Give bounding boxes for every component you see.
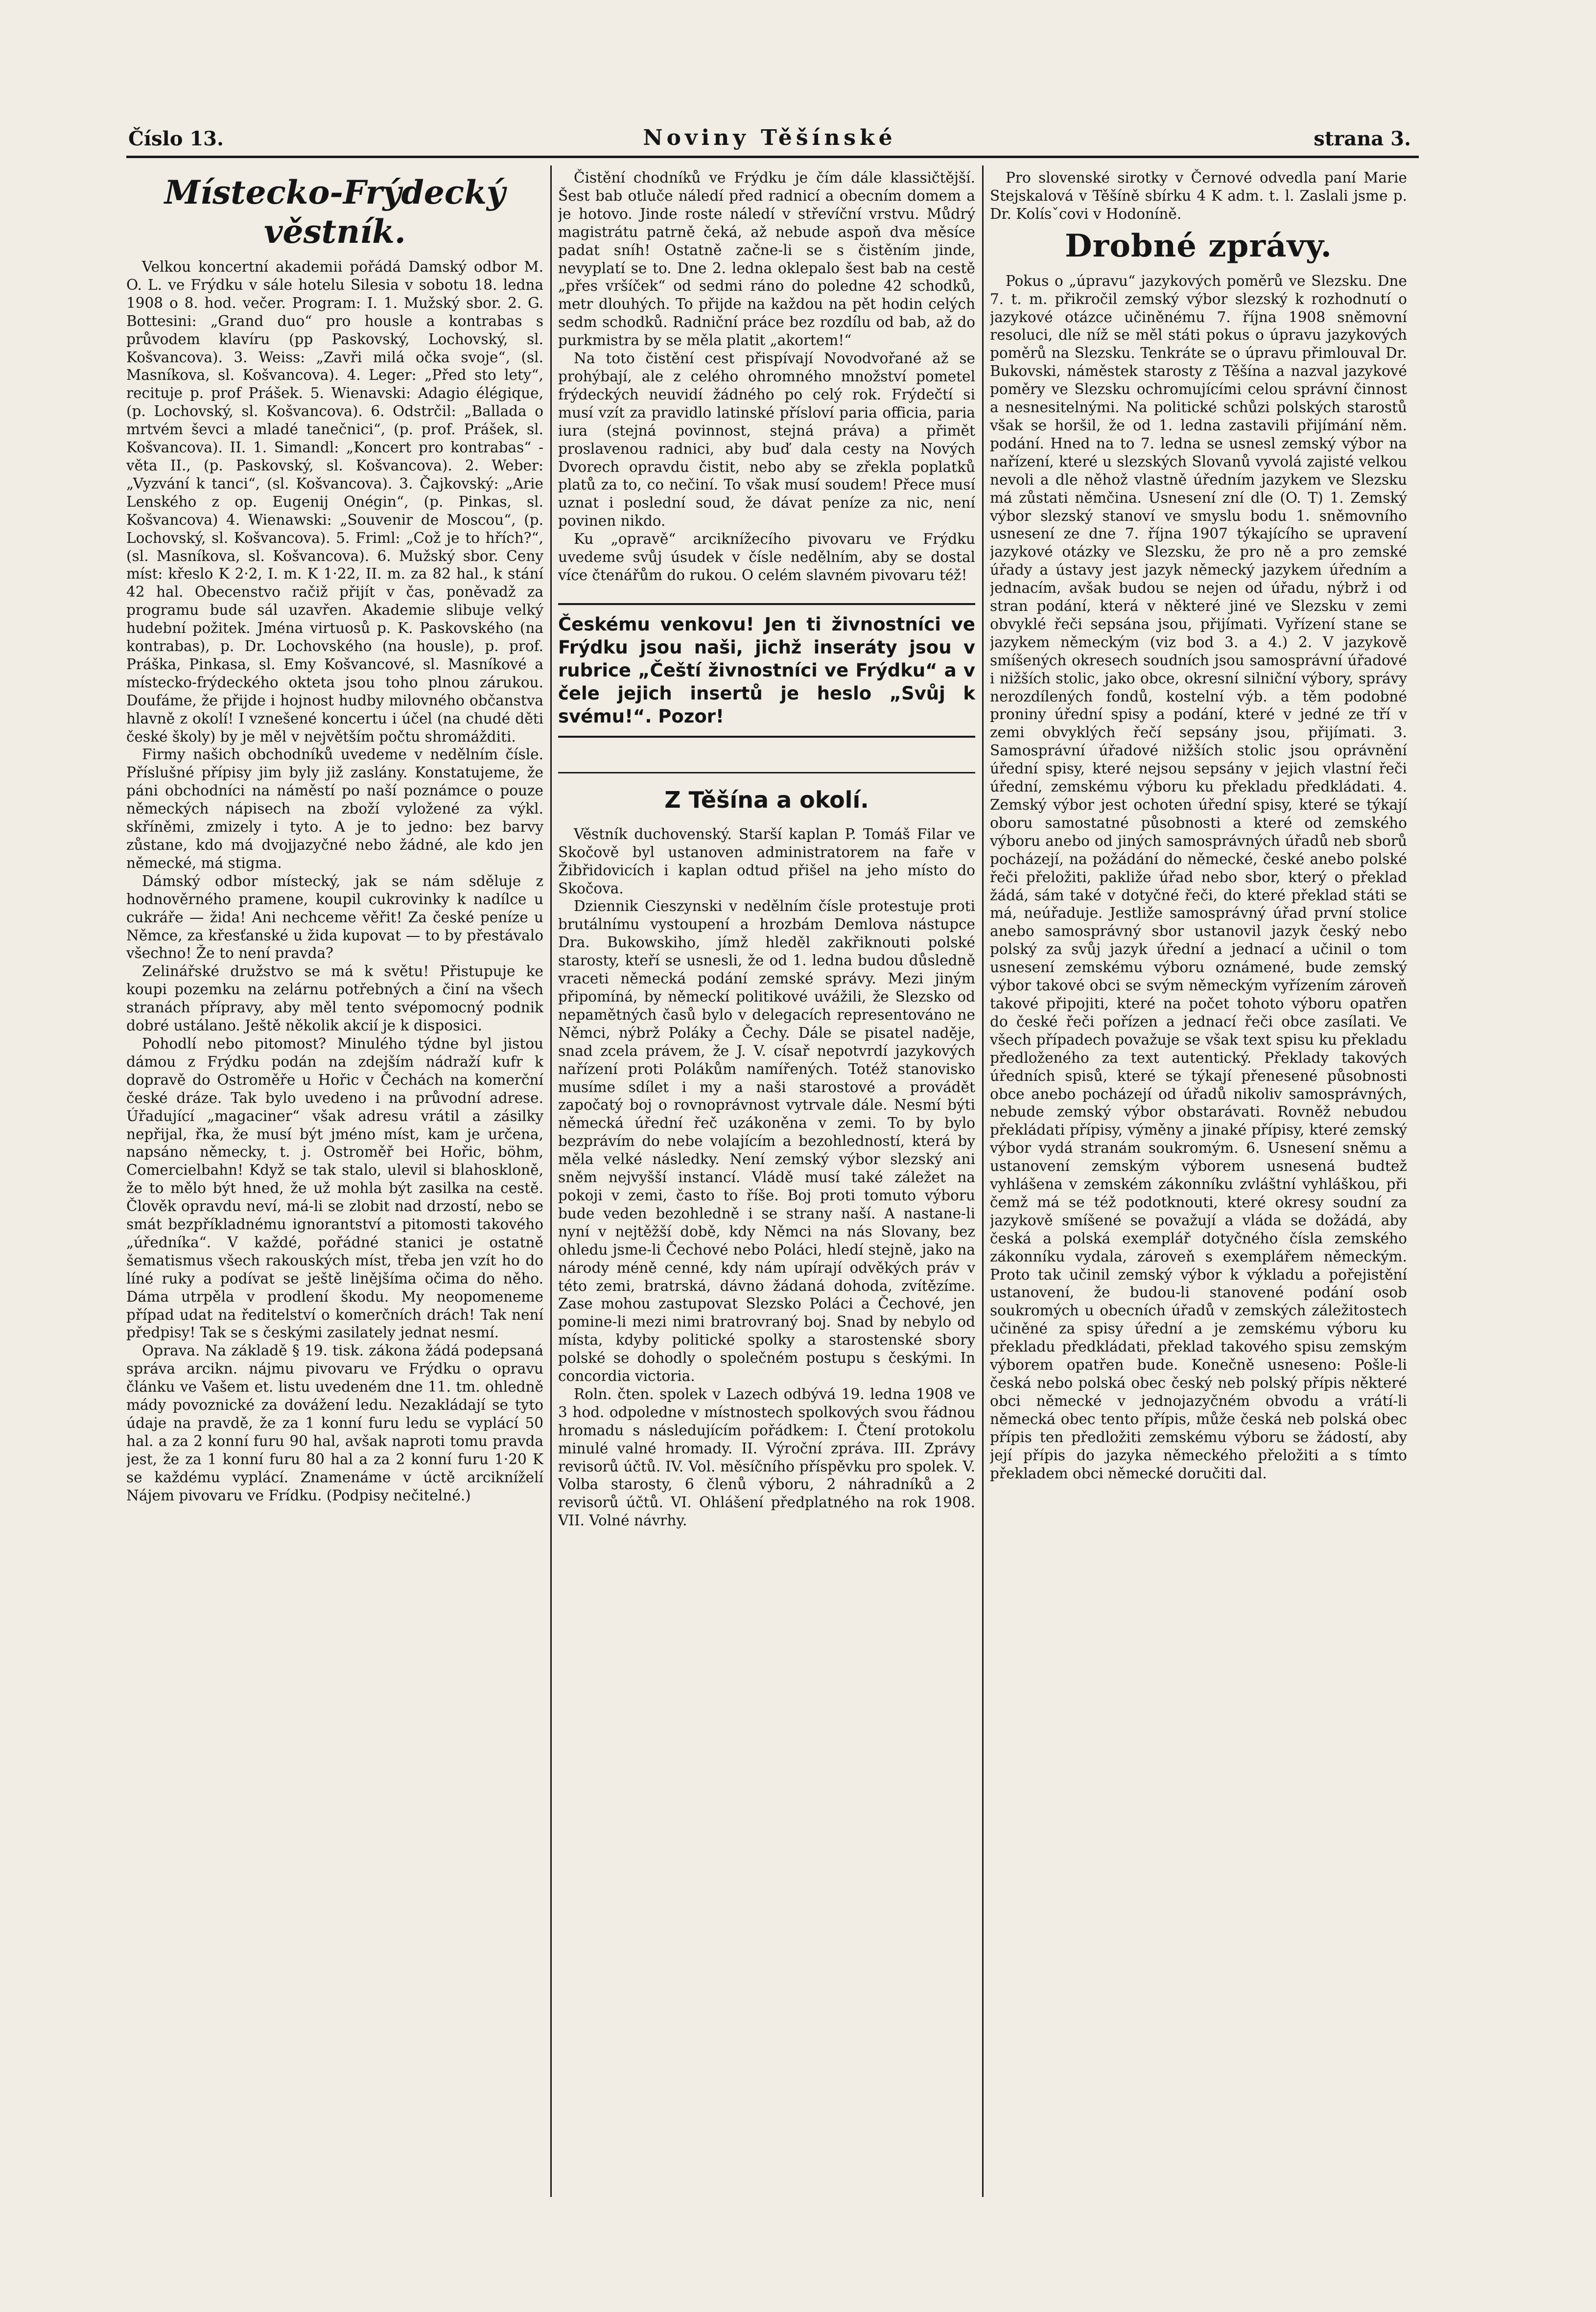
column-divider-1 [550, 165, 552, 2197]
masthead: Noviny Těšínské [643, 125, 896, 150]
issue-number: Číslo 13. [128, 127, 224, 150]
article-roln-spolek: Roln. čten. spolek v Lazech odbývá 19. ledna 1908 ve 3 hod. odpoledne v místnostech spolkových svou řádnou hromadu s následujícím pořádkem: I. Čtení protokolu minulé valné hromady. II. Výroční zpráva. III. Zprávy revisorů účtů. IV. Vol. měsíčního příspěvku pro spolek. V. Volba starosty, 6 členů výboru, 2 náhradníků a 2 revisorů účtů. VI. Ohlášení předplatného na rok 1908. VII. Volné návrhy. [558, 1385, 975, 1529]
article-damsky-odbor: Dámský odbor místecký, jak se nám sděluje z hodnověrného pramene, koupil cukrovinky k nadílce u cukráře — žida! Ani nechceme věřit! Za české peníze u Němce, za křesťanské u žida kupovat — to by přestávalo všechno! Že to není pravda? [126, 872, 543, 962]
article-oprava-pivovar: Ku „opravě“ arciknížecího pivovaru ve Frýdku uvedeme svůj úsudek v čísle nedělním, aby se dostal více čtenářům do rukou. O celém slavném pivovaru též! [558, 531, 975, 584]
section-rule [558, 772, 975, 773]
page-number: strana 3. [1314, 127, 1411, 150]
section-heading-mistek: Místecko-Frýdecký věstník. [164, 173, 506, 251]
article-dziennik-cieszynski: Dziennik Cieszynski v nedělním čísle protestuje proti brutálnímu vystoupení a hrozbám Demlova nástupce Dra. Bukowskiho, jímž hleděl zakřiknouti polské starosty, kteří se usnesli, že od 1. ledna budou důsledně vraceti německá podání zemské správy. Mezi jiným připomíná, by německí politikové uvážili, že Slezsko od nepamětných časů bylo v delegacích representováno ne Němci, nýbrž Poláky a Čechy. Dále se pisatel naděje, snad zcela právem, že J. V. císař nepotvrdí jazykových nařízení proti Polákům namířených. Totéž stanovisko musíme sdílet i my a naši starostové a provádět započatý boj o rovnoprávnost vytrvale dále. Nesmí býti německá úřední řeč uzákoněna v zemi. To by bylo bezprávím do nebe volajícím a bezohledností, která by měla velké následky. Není zemský výbor slezský ani sněm nejvyšší instancí. Vládě musí také záležet na pokoji v zemi, často to říše. Boj proti tomuto výboru bude veden bezohledně i se strany naší. A nastane-li nyní v nejtěžší době, kdy Němci na nás Slovany, bez ohledu jsme-li Čechové nebo Poláci, hledí stejně, jako na národy méně cenné, kdy nám upírají odvěkých práv v této zemi, bratrská, dávno žádaná dohoda, zvítězíme. Zase mohou zastupovat Slezsko Poláci a Čechové, jen pomine-li mezi nimi bratrovraný boj. Snad by nebylo od místa, kdyby politické spolky a starostenské sbory polské se dohodly o společném postupu s českými. In concordia victoria. [558, 898, 975, 1385]
section-heading-drobne: Drobné zprávy. [1065, 227, 1332, 264]
column-left [126, 169, 543, 2225]
column-middle [558, 169, 975, 2225]
section-heading-tesin: Z Těšína a okolí. [664, 786, 869, 813]
column-right [990, 169, 1407, 2225]
header-rule [126, 156, 1419, 158]
article-pohodli: Pohodlí nebo pitomost? Minulého týdne byl jistou dámou z Frýdku podán na zdejším nádraží kufr k dopravě do Ostroměře u Hořic v Čechách na komerční české dráze. Tak bylo uvedeno i na průvodní adrese. Úřadující „magaciner“ však adresu vrátil a zásilky nepřijal, řka, že musí být jméno míst, kam je určena, napsáno německy, t. j. Ostroměř bei Hořic, böhm, Comercielbahn! Když se tak stalo, ulevil si blahoskloně, že to mělo být hned, že už mohla být zasilka na cestě. Člověk opravdu neví, má-li se zlobit nad drzostí, nebo se smát bezpříkladnému ignorantství a pitomosti takového „úředníka“. V každé, pořádné stanici je ostatně šematismus všech rakouských míst, třeba jen vzít ho do líné ruky a podívat se ještě linějšíma očima do něho. Dáma utrpěla v prodlení škodu. My neopomeneme případ udat na ředitelství o komerčních drách! Tak není předpisy! Tak se s českými zasilately jednat nesmí. [126, 1035, 543, 1341]
article-vestnik-duchovensky: Věstník duchovenský. Starší kaplan P. Tomáš Filar ve Skočově byl ustanoven administratorem na faře v Žibřidovicích i kaplan odtud přišel na jeho místo do Skočova. [558, 825, 975, 897]
article-zelinarske-druzstvo: Zelinářské družstvo se má k světu! Přistupuje ke koupi pozemku na zelárnu potřebných a činí na všech stranách přípravy, aby měl tento svépomocný podnik dobré ustálano. Ještě několik akcií je k disposici. [126, 963, 543, 1034]
article-koncert: Velkou koncertní akademii pořádá Damský odbor M. O. L. ve Frýdku v sále hotelu Silesia v sobotu 18. ledna 1908 o 8. hod. večer. Program: I. 1. Mužský sbor. 2. G. Bottesini: „Grand duo“ pro housle a kontrabas s průvodem klavíru (pp Paskovský, Lochovský, sl. Košvancova). 3. Weiss: „Zavři milá očka svoje“, (sl. Masníkova, sl. Košvancova). 4. Leger: „Před sto lety“, recituje p. prof Prášek. 5. Wienavski: Adagio élégique, (p. Lochovský, sl. Košvancova). 6. Odstrčil: „Ballada o mrtvém ševci a mladé tanečnici“, (p. prof. Prášek, sl. Košvancova). II. 1. Simandl: „Koncert pro kontrabas“ - věta II., (p. Paskovský, sl. Košvancova). 2. Weber: „Vyzvání k tanci“, (sl. Košvancova). 3. Čajkovský: „Arie Lenského z op. Eugenij Onégin“, (p. Pinkas, sl. Košvancova) 4. Wienawski: „Souvenir de Moscou“, (p. Lochovský, sl. Košvancova). 5. Friml: „Což je to hřích?“, (sl. Masníkova, sl. Košvancova). 6. Mužský sbor. Ceny míst: křeslo K 2·2, I. m. K 1·22, II. m. za 82 hal., k stání 42 hal. Obecenstvo račiž přijít v čas, poněvadž za programu bude sál uzavřen. Akademie slibuje velký hudební požitek. Jména virtuosů p. K. Paskovského (na kontrabas), p. Dr. Lochovského (na housle), p. prof. Práška, Pinkasa, sl. Emy Košvancové, sl. Masníkové a místecko-frýdeckého okteta jsou toho plnou zárukou. Doufáme, že přijde i hojnost hudby milovného občanstva hlavně z okolí! I vznešené koncertu i účel (na chudé děti české školy) by je měl v největším počtu shromážditi. [126, 258, 543, 745]
article-firmy: Firmy našich obchodníků uvedeme v nedělním čísle. Příslušné přípisy jim byly již zaslány. Konstatujeme, že páni obchodníci na náměstí po naší poznámce o pouze německých nápisech na zboží vyložené za výkl. skříněmi, zmizely i tyto. A je to jedno: bez barvy zůstane, kdo má dvojjazyčné nebo žádné, ale kdo jen německé, má stigma. [126, 746, 543, 871]
article-slovenske-sirotky: Pro slovenské sirotky v Černové odvedla paní Marie Stejskalová v Těšíně sbírku 4 K adm. t. l. Zaslali jsme p. Dr. Kolísˇcovi v Hodoníně. [990, 169, 1407, 222]
article-cisteni-cest: Na toto čistění cest přispívají Novodvořané až se prohýbají, ale z celého ohromného množství pometel frýdeckých neuvidí žádného po celý rok. Frýdečtí si musí vzít za pravidlo latinské přísloví paria officia, paria iura (stejná povinnost, stejná práva) a přimět proslavenou radnici, aby buď dala cesty na Nových Dvorech opravdu čistit, nebo aby se zřekla poplatků platů za to, co nečiní. To však musí soudem! Přece musí uznat i poslední soud, že dávat peníze za nic, není povinen nikdo. [558, 350, 975, 530]
article-cisteni-chodniku: Čistění chodníků ve Frýdku je čím dále klassičtější. Šest bab otluče náledí před radnicí a obecním domem a je hotovo. Jinde roste náledí v střevíční vrstvu. Můdrý magistrátu patrně čeká, až nebude aspoň dva měsíce padat sníh! Ostatně začne-li se s čistěním jinde, nevyplatí se to. Dne 2. ledna oklepalo šest bab na cestě „přes vršíček“ od sedmi ráno do poledne 42 schodků, metr dlouhých. To přijde na každou na pět hodin celých sedm schodků. Radniční práce bez rozdílu od bab, až do purkmistra by se měla platit „akortem!“ [558, 169, 975, 349]
article-jazykove-pomery: Pokus o „úpravu“ jazykových poměrů ve Slezsku. Dne 7. t. m. přikročil zemský výbor slezský k rozhodnutí o jazykové otázce učiněnému 7. října 1908 sněmovní resoluci, dle níž se měl státi pokus o úpravu jazykových poměrů na Slezsku. Tenkráte se o úpravu přimlouval Dr. Bukovski, náměstek starosty z Těšína a nazval jazykové poměry ve Slezsku ochromujícími celou správní činnost a nesnesitelnými. Na politické schůzi polských starostů však se horšil, že od 1. ledna zastavili přijímání něm. podání. Hned na to 7. ledna se usnesl zemský výbor na nařízení, které u slezských Slovanů vyvolá zajisté velkou nevoli a dle něhož vlastně úředním jazykem ve Slezsku má zůstati němčina. Usnesení zní dle (O. T) 1. Zemský výbor slezský stanoví ve smyslu bodu 1. sněmovního usnesení ze dne 7. října 1907 týkajícího se upravení jazykové otázky ve Slezsku, že pro ně a pro zemské úřady a ústavy jest jazyk německý jazykem úředním a jednacím, avšak budou se nejen od úřadu, nýbrž i od stran podání, která v některé jiné ve Slezsku v zemi obvyklé řeči sepsána jsou, přijímati. Vyřízení stane se jazykem německým (viz bod 3. a 4.) 2. V jazykově smíšených okresech soudních jsou samosprávní úřadové i nižších stolic, jako obce, okresní silniční výbory, správy nerozdílených fondů, kostelní výb. a těm podobné proniny úřední spisy a podání, které v jedné ze tří v zemi obvyklých řečí sepsány jsou, přijímati. 3. Samosprávní úřadové nižších stolic jsou oprávnění úřední spisy, které nejsou sepsány v jejich vlastní řeči úřední, zemskému výboru ku překladu předkládati. 4. Zemský výbor jest ochoten úřední spisy, které se týkají oboru samostatné působnosti a které od zemského výboru anebo od jiných samosprávných úřadů neb sborů pocházejí, na požádání do německé, české anebo polské řeči přeložiti, pakliže úřad nebo sbor, který o překlad žádá, sám také v dotyčné řeči, do které překlad státi se má, neúřaduje. Jestliže samosprávný úřad první stolice anebo samosprávný sbor ustanovil jazyk český nebo polský za svůj jazyk úřední a jednací a učinil o tom usnesení zemskému výboru oznámené, bude zemský výbor takové obci se svým německým vyřízením zároveň takové připojiti, které na počet tohoto výboru opatřen do české řeči pořízen a jednací řeči obce zasílati. Ve všech případech považuje se však text spisu ku překladu předloženého za text autentický. Překlady takových úředních spisů, které se týkají přenesené působnosti obce anebo pocházejí od úřadů nikoliv samosprávných, nebude zemský výbor obstarávati. Rovněž nebudou překládati přípisy, výměny a jinaké přípisy, které zemský výbor vydá stranám soukromým. 6. Usnesení sněmu a ustanovení zemským výborem usnesená budtež vyhlášena v zemském zákonníku zvláštní vyhláškou, při čemž má se též podotknouti, které okresy soudní za jazykově smíšené se považují a vláda se dožádá, aby česká a polská exemplář dotyčného čísla zemského zákonníku vydala, zároveň s exemplářem německým. Proto tak učinil zemský výbor k výkladu a pořejistění ustanovení, že budou-li stanovené podání osob soukromých u obecních úřadů v zemských záležitostech učiněné za spisy úřední a je zemskému výboru ku překladu předkládati, překlad takového spisu zemským výborem opatřen bude. Konečně usneseno: Pošle-li česká nebo polská obec český neb polský přípis některé obci německé v jednojazyčném obvodu a vrátí-li německá obec tento přípis, může česká neb polská obec přípis ten předložiti zemskému výboru se žádostí, aby její přípis do jazyka německého přeložiti a s tímto překladem obci německé doručiti dal. [990, 272, 1407, 1482]
notice-ceskemu-venkovu: Českému venkovu! Jen ti živnostníci ve Frýdku jsou naši, jichž inseráty jsou v rubrice „Čeští živnostníci ve Frýdku“ a v čele jejich insertů je heslo „Svůj k svému!“. Pozor! [558, 603, 975, 738]
column-divider-2 [982, 165, 984, 2197]
article-oprava: Oprava. Na základě § 19. tisk. zákona žádá podepsaná správa arcikn. nájmu pivovaru ve Frýdku o opravu článku ve Vašem et. listu uvedeném dne 11. tm. ohledně mády povoznické za dovážení ledu. Nezakládají se tyto údaje na pravdě, že za 1 konní furu ledu se vyplácí 50 hal. a za 2 konní furu 90 hal, avšak naproti tomu pravda jest, že za 1 konní furu 80 hal a za 2 konní furu 1·20 K se každému vyplácí. Znamenáme v úctě arcikníželí Nájem pivovaru ve Frídku. (Podpisy nečitelné.) [126, 1342, 543, 1504]
page-header [128, 123, 1411, 153]
